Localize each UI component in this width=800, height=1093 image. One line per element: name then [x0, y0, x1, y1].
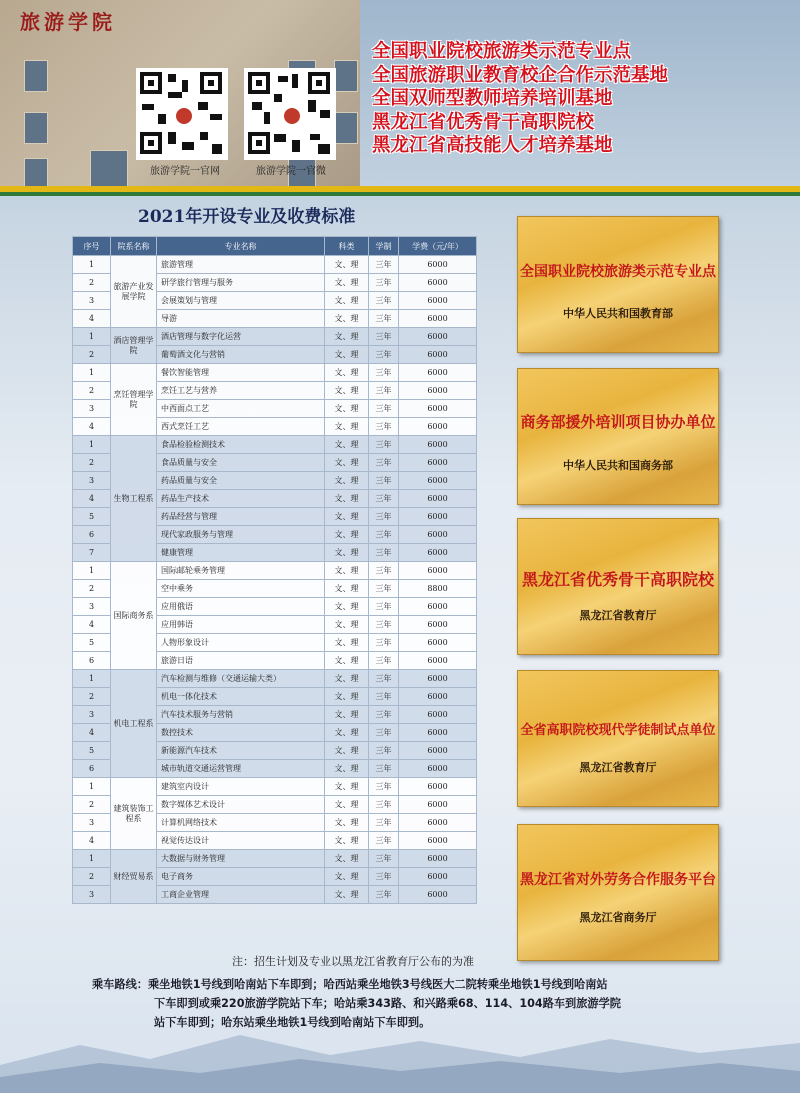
cell-duration: 三年 — [369, 706, 399, 724]
table-row — [73, 562, 477, 580]
school-logo-icon — [174, 106, 194, 126]
cell-category: 文、理 — [325, 526, 369, 544]
cell-fee: 6000 — [399, 400, 477, 418]
cell-duration: 三年 — [369, 346, 399, 364]
cell-category: 文、理 — [325, 868, 369, 886]
cell-index: 4 — [73, 832, 111, 850]
cell-index: 1 — [73, 256, 111, 274]
table-row — [73, 670, 477, 688]
col-header-dept: 院系名称 — [111, 237, 157, 256]
cell-index: 2 — [73, 346, 111, 364]
cell-index: 6 — [73, 526, 111, 544]
plaque-issuer: 黑龙江省商务厅 — [579, 911, 657, 924]
cell-fee: 6000 — [399, 616, 477, 634]
cell-major: 酒店管理与数字化运营 — [157, 328, 325, 346]
plaque-5 — [517, 824, 719, 961]
cell-category: 文、理 — [325, 400, 369, 418]
cell-major: 药品经营与管理 — [157, 508, 325, 526]
cell-index: 6 — [73, 652, 111, 670]
cell-major: 药品生产技术 — [157, 490, 325, 508]
cell-duration: 三年 — [369, 310, 399, 328]
cell-index: 4 — [73, 616, 111, 634]
cell-fee: 6000 — [399, 274, 477, 292]
plaque-title: 黑龙江省优秀骨干高职院校 — [521, 570, 714, 589]
cell-fee: 6000 — [399, 868, 477, 886]
plaque-issuer: 黑龙江省教育厅 — [579, 761, 657, 774]
cell-category: 文、理 — [325, 742, 369, 760]
cell-duration: 三年 — [369, 634, 399, 652]
col-header-index: 序号 — [73, 237, 111, 256]
cell-category: 文、理 — [325, 454, 369, 472]
cell-fee: 6000 — [399, 886, 477, 904]
cell-fee: 6000 — [399, 634, 477, 652]
cell-major: 旅游管理 — [157, 256, 325, 274]
cell-major: 现代家政服务与管理 — [157, 526, 325, 544]
cell-major: 大数据与财务管理 — [157, 850, 325, 868]
cell-category: 文、理 — [325, 706, 369, 724]
cell-major: 食品质量与安全 — [157, 454, 325, 472]
cell-fee: 6000 — [399, 364, 477, 382]
qr-code-website[interactable] — [136, 68, 228, 160]
honor-item: 全国双师型教师培养培训基地 — [372, 88, 613, 110]
cell-fee: 6000 — [399, 310, 477, 328]
cell-category: 文、理 — [325, 832, 369, 850]
cell-category: 文、理 — [325, 634, 369, 652]
cell-category: 文、理 — [325, 418, 369, 436]
cell-category: 文、理 — [325, 580, 369, 598]
cell-index: 1 — [73, 778, 111, 796]
cell-index: 2 — [73, 688, 111, 706]
cell-duration: 三年 — [369, 796, 399, 814]
cell-duration: 三年 — [369, 616, 399, 634]
cell-fee: 6000 — [399, 472, 477, 490]
cell-category: 文、理 — [325, 310, 369, 328]
cell-duration: 三年 — [369, 562, 399, 580]
cell-index: 2 — [73, 796, 111, 814]
table-row — [73, 778, 477, 796]
cell-major: 数字媒体艺术设计 — [157, 796, 325, 814]
cell-department: 生物工程系 — [111, 436, 157, 562]
plaque-title: 全省高职院校现代学徒制试点单位 — [520, 723, 716, 738]
cell-fee: 6000 — [399, 418, 477, 436]
cell-fee: 6000 — [399, 832, 477, 850]
cell-fee: 6000 — [399, 562, 477, 580]
cell-major: 会展策划与管理 — [157, 292, 325, 310]
plaque-1 — [517, 216, 719, 353]
cell-category: 文、理 — [325, 274, 369, 292]
plaque-issuer: 中华人民共和国教育部 — [563, 307, 673, 320]
cell-index: 2 — [73, 274, 111, 292]
cell-index: 1 — [73, 850, 111, 868]
cell-index: 3 — [73, 706, 111, 724]
cell-fee: 6000 — [399, 724, 477, 742]
cell-index: 6 — [73, 760, 111, 778]
cell-fee: 6000 — [399, 328, 477, 346]
cell-duration: 三年 — [369, 292, 399, 310]
table-row — [73, 328, 477, 346]
cell-major: 食品检验检测技术 — [157, 436, 325, 454]
cell-category: 文、理 — [325, 508, 369, 526]
cell-category: 文、理 — [325, 490, 369, 508]
cell-duration: 三年 — [369, 328, 399, 346]
cell-index: 3 — [73, 598, 111, 616]
cell-duration: 三年 — [369, 886, 399, 904]
cell-index: 1 — [73, 328, 111, 346]
cell-fee: 6000 — [399, 346, 477, 364]
building-sign: 旅游学院 — [20, 10, 116, 34]
cell-category: 文、理 — [325, 544, 369, 562]
cell-department: 机电工程系 — [111, 670, 157, 778]
cell-department: 财经贸易系 — [111, 850, 157, 904]
cell-duration: 三年 — [369, 814, 399, 832]
honor-item: 黑龙江省高技能人才培养基地 — [372, 135, 613, 157]
table-note: 注：招生计划及专业以黑龙江省教育厅公布的为准 — [232, 955, 474, 968]
cell-fee: 6000 — [399, 670, 477, 688]
cell-fee: 6000 — [399, 796, 477, 814]
cell-major: 餐饮智能管理 — [157, 364, 325, 382]
cell-major: 烹饪工艺与营养 — [157, 382, 325, 400]
route-line: 下车即到或乘220旅游学院站下车；哈站乘343路、和兴路乘68、114、104路车到旅游学院 — [154, 997, 621, 1010]
cell-index: 1 — [73, 562, 111, 580]
cell-major: 数控技术 — [157, 724, 325, 742]
cell-index: 1 — [73, 670, 111, 688]
cell-index: 5 — [73, 508, 111, 526]
cell-category: 文、理 — [325, 760, 369, 778]
col-header-major: 专业名称 — [157, 237, 325, 256]
table-row — [73, 436, 477, 454]
plaque-title: 商务部援外培训项目协办单位 — [520, 413, 716, 431]
cell-major: 机电一体化技术 — [157, 688, 325, 706]
cell-fee: 6000 — [399, 814, 477, 832]
table-row — [73, 364, 477, 382]
cell-duration: 三年 — [369, 418, 399, 436]
cell-duration: 三年 — [369, 850, 399, 868]
cell-major: 汽车检测与维修（交通运输大类） — [157, 670, 325, 688]
cell-duration: 三年 — [369, 454, 399, 472]
cell-category: 文、理 — [325, 562, 369, 580]
cell-fee: 6000 — [399, 760, 477, 778]
cell-department: 烹饪管理学院 — [111, 364, 157, 436]
cell-index: 4 — [73, 490, 111, 508]
table-header-row — [73, 237, 477, 256]
cell-category: 文、理 — [325, 256, 369, 274]
cell-duration: 三年 — [369, 256, 399, 274]
cell-duration: 三年 — [369, 274, 399, 292]
plaque-issuer: 黑龙江省教育厅 — [579, 609, 657, 622]
mountain-decoration — [0, 1015, 800, 1093]
cell-index: 3 — [73, 472, 111, 490]
cell-duration: 三年 — [369, 490, 399, 508]
cell-duration: 三年 — [369, 400, 399, 418]
cell-fee: 6000 — [399, 652, 477, 670]
cell-index: 4 — [73, 310, 111, 328]
plaque-3 — [517, 518, 719, 655]
school-logo-icon — [282, 106, 302, 126]
cell-major: 视觉传达设计 — [157, 832, 325, 850]
cell-index: 3 — [73, 886, 111, 904]
cell-major: 葡萄酒文化与营销 — [157, 346, 325, 364]
cell-category: 文、理 — [325, 778, 369, 796]
cell-major: 计算机网络技术 — [157, 814, 325, 832]
cell-major: 新能源汽车技术 — [157, 742, 325, 760]
cell-duration: 三年 — [369, 364, 399, 382]
cell-major: 应用俄语 — [157, 598, 325, 616]
cell-category: 文、理 — [325, 814, 369, 832]
cell-fee: 6000 — [399, 850, 477, 868]
cell-category: 文、理 — [325, 292, 369, 310]
cell-fee: 6000 — [399, 382, 477, 400]
cell-index: 2 — [73, 382, 111, 400]
col-header-category: 科类 — [325, 237, 369, 256]
cell-index: 5 — [73, 742, 111, 760]
majors-fee-table — [72, 236, 477, 904]
cell-fee: 8800 — [399, 580, 477, 598]
cell-category: 文、理 — [325, 328, 369, 346]
plaque-4 — [517, 670, 719, 807]
qr-code-wechat[interactable] — [244, 68, 336, 160]
cell-major: 人物形象设计 — [157, 634, 325, 652]
cell-major: 研学旅行管理与服务 — [157, 274, 325, 292]
plaque-title: 黑龙江省对外劳务合作服务平台 — [520, 872, 716, 888]
col-header-duration: 学制 — [369, 237, 399, 256]
qr-label-website: 旅游学院一官网 — [150, 166, 220, 177]
cell-duration: 三年 — [369, 472, 399, 490]
cell-fee: 6000 — [399, 256, 477, 274]
cell-major: 城市轨道交通运营管理 — [157, 760, 325, 778]
cell-category: 文、理 — [325, 886, 369, 904]
cell-category: 文、理 — [325, 688, 369, 706]
cell-category: 文、理 — [325, 796, 369, 814]
cell-category: 文、理 — [325, 436, 369, 454]
plaque-issuer: 中华人民共和国商务部 — [563, 459, 673, 472]
cell-major: 建筑室内设计 — [157, 778, 325, 796]
cell-fee: 6000 — [399, 508, 477, 526]
cell-department: 国际商务系 — [111, 562, 157, 670]
cell-major: 工商企业管理 — [157, 886, 325, 904]
cell-duration: 三年 — [369, 526, 399, 544]
cell-fee: 6000 — [399, 436, 477, 454]
plaque-2 — [517, 368, 719, 505]
cell-index: 3 — [73, 400, 111, 418]
cell-fee: 6000 — [399, 688, 477, 706]
cell-index: 5 — [73, 634, 111, 652]
cell-index: 4 — [73, 418, 111, 436]
cell-major: 导游 — [157, 310, 325, 328]
cell-major: 汽车技术服务与营销 — [157, 706, 325, 724]
cell-duration: 三年 — [369, 688, 399, 706]
cell-category: 文、理 — [325, 670, 369, 688]
cell-duration: 三年 — [369, 670, 399, 688]
cell-duration: 三年 — [369, 868, 399, 886]
cell-fee: 6000 — [399, 778, 477, 796]
cell-index: 4 — [73, 724, 111, 742]
cell-duration: 三年 — [369, 742, 399, 760]
cell-duration: 三年 — [369, 832, 399, 850]
table-title: 2021年开设专业及收费标准 — [138, 207, 356, 227]
cell-duration: 三年 — [369, 652, 399, 670]
cell-index: 3 — [73, 292, 111, 310]
cell-duration: 三年 — [369, 580, 399, 598]
cell-department: 旅游产业发展学院 — [111, 256, 157, 328]
table-body — [73, 256, 477, 904]
cell-category: 文、理 — [325, 598, 369, 616]
cell-fee: 6000 — [399, 544, 477, 562]
cell-index: 7 — [73, 544, 111, 562]
cell-index: 1 — [73, 436, 111, 454]
cell-category: 文、理 — [325, 724, 369, 742]
cell-major: 中西面点工艺 — [157, 400, 325, 418]
cell-major: 电子商务 — [157, 868, 325, 886]
cell-index: 2 — [73, 868, 111, 886]
honor-item: 黑龙江省优秀骨干高职院校 — [372, 111, 595, 133]
cell-duration: 三年 — [369, 382, 399, 400]
cell-fee: 6000 — [399, 292, 477, 310]
cell-index: 3 — [73, 814, 111, 832]
cell-category: 文、理 — [325, 364, 369, 382]
cell-category: 文、理 — [325, 382, 369, 400]
col-header-fee: 学费（元/年） — [399, 237, 477, 256]
plaque-title: 全国职业院校旅游类示范专业点 — [520, 264, 716, 280]
cell-fee: 6000 — [399, 526, 477, 544]
qr-label-wechat: 旅游学院一官微 — [256, 166, 326, 177]
cell-index: 2 — [73, 580, 111, 598]
cell-fee: 6000 — [399, 742, 477, 760]
cell-fee: 6000 — [399, 598, 477, 616]
cell-duration: 三年 — [369, 598, 399, 616]
cell-category: 文、理 — [325, 652, 369, 670]
cell-duration: 三年 — [369, 544, 399, 562]
cell-major: 应用韩语 — [157, 616, 325, 634]
table-row — [73, 256, 477, 274]
cell-category: 文、理 — [325, 346, 369, 364]
cell-major: 旅游日语 — [157, 652, 325, 670]
cell-category: 文、理 — [325, 472, 369, 490]
cell-duration: 三年 — [369, 778, 399, 796]
cell-major: 健康管理 — [157, 544, 325, 562]
cell-duration: 三年 — [369, 508, 399, 526]
honor-item: 全国职业院校旅游类示范专业点 — [372, 41, 632, 62]
cell-major: 国际邮轮乘务管理 — [157, 562, 325, 580]
route-line: 站下车即到；哈东站乘坐地铁1号线到哈南站下车即到。 — [154, 1016, 431, 1029]
cell-index: 1 — [73, 364, 111, 382]
cell-duration: 三年 — [369, 760, 399, 778]
honor-item: 全国旅游职业教育校企合作示范基地 — [372, 64, 669, 86]
cell-department: 酒店管理学院 — [111, 328, 157, 364]
cell-duration: 三年 — [369, 724, 399, 742]
cell-fee: 6000 — [399, 706, 477, 724]
honors-list — [372, 40, 668, 158]
table-row — [73, 850, 477, 868]
cell-category: 文、理 — [325, 850, 369, 868]
cell-category: 文、理 — [325, 616, 369, 634]
cell-department: 建筑装饰工程系 — [111, 778, 157, 850]
cell-major: 西式烹饪工艺 — [157, 418, 325, 436]
green-stripe — [0, 192, 800, 196]
route-line: 乘车路线：乘坐地铁1号线到哈南站下车即到；哈西站乘坐地铁3号线医大二院转乘坐地铁1号线到哈南站 — [92, 978, 608, 991]
cell-fee: 6000 — [399, 454, 477, 472]
cell-major: 药品质量与安全 — [157, 472, 325, 490]
cell-fee: 6000 — [399, 490, 477, 508]
cell-duration: 三年 — [369, 436, 399, 454]
cell-index: 2 — [73, 454, 111, 472]
cell-major: 空中乘务 — [157, 580, 325, 598]
